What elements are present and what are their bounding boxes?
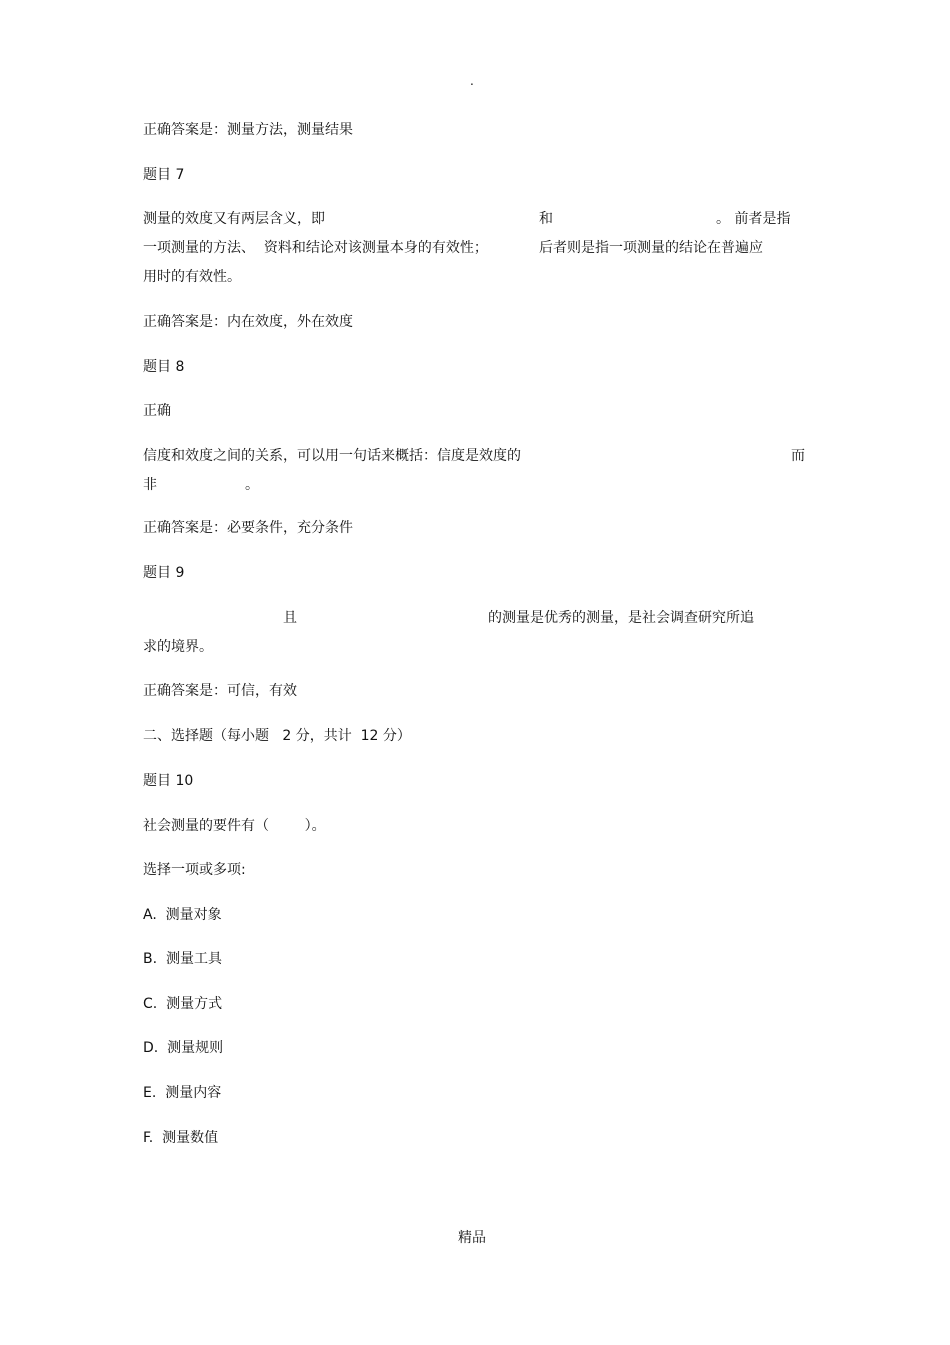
page-footer: 精品	[458, 1230, 486, 1246]
q9-title: 题目 9	[143, 565, 185, 581]
q7-stem-line2a: 一项测量的方法、 资料和结论对该测量本身的有效性；	[143, 240, 488, 256]
q6-answer: 正确答案是：测量方法，测量结果	[143, 122, 353, 138]
q9-stem-b: 的测量是优秀的测量，是社会调查研究所追	[488, 610, 754, 626]
q9-stem-line2: 求的境界。	[143, 639, 213, 655]
q10-option-f: F. 测量数值	[143, 1130, 219, 1146]
q7-stem-line2b: 后者则是指一项测量的结论在普遍应	[539, 240, 763, 256]
q9-answer: 正确答案是：可信，有效	[143, 683, 297, 699]
q10-option-d: D. 测量规则	[143, 1040, 224, 1056]
q7-stem-and: 和	[539, 211, 553, 227]
header-dot: .	[470, 74, 474, 88]
q8-status: 正确	[143, 403, 171, 419]
q8-title: 题目 8	[143, 359, 185, 375]
q7-answer: 正确答案是：内在效度，外在效度	[143, 314, 353, 330]
q10-option-a: A. 测量对象	[143, 907, 222, 923]
q8-stem-end: 。	[245, 477, 259, 493]
q10-instruction: 选择一项或多项:	[143, 862, 246, 878]
q7-stem-period: 。 前者是指	[716, 211, 791, 227]
q10-option-b: B. 测量工具	[143, 951, 222, 967]
q7-stem-a: 测量的效度又有两层含义，即	[143, 211, 325, 227]
q10-stem: 社会测量的要件有（ ）。	[143, 818, 326, 834]
q7-stem-line3: 用时的有效性。	[143, 269, 241, 285]
q7-title: 题目 7	[143, 167, 185, 183]
q10-option-c: C. 测量方式	[143, 996, 223, 1012]
q8-answer: 正确答案是：必要条件，充分条件	[143, 520, 353, 536]
section-2-title: 二、选择题（每小题 2 分，共计 12 分）	[143, 728, 411, 744]
q9-stem-qie: 且	[283, 610, 297, 626]
q8-stem-er: 而	[791, 448, 805, 464]
q8-stem-fei: 非	[143, 477, 157, 493]
q10-option-e: E. 测量内容	[143, 1085, 222, 1101]
q10-title: 题目 10	[143, 773, 194, 789]
q8-stem-a: 信度和效度之间的关系，可以用一句话来概括：信度是效度的	[143, 448, 521, 464]
